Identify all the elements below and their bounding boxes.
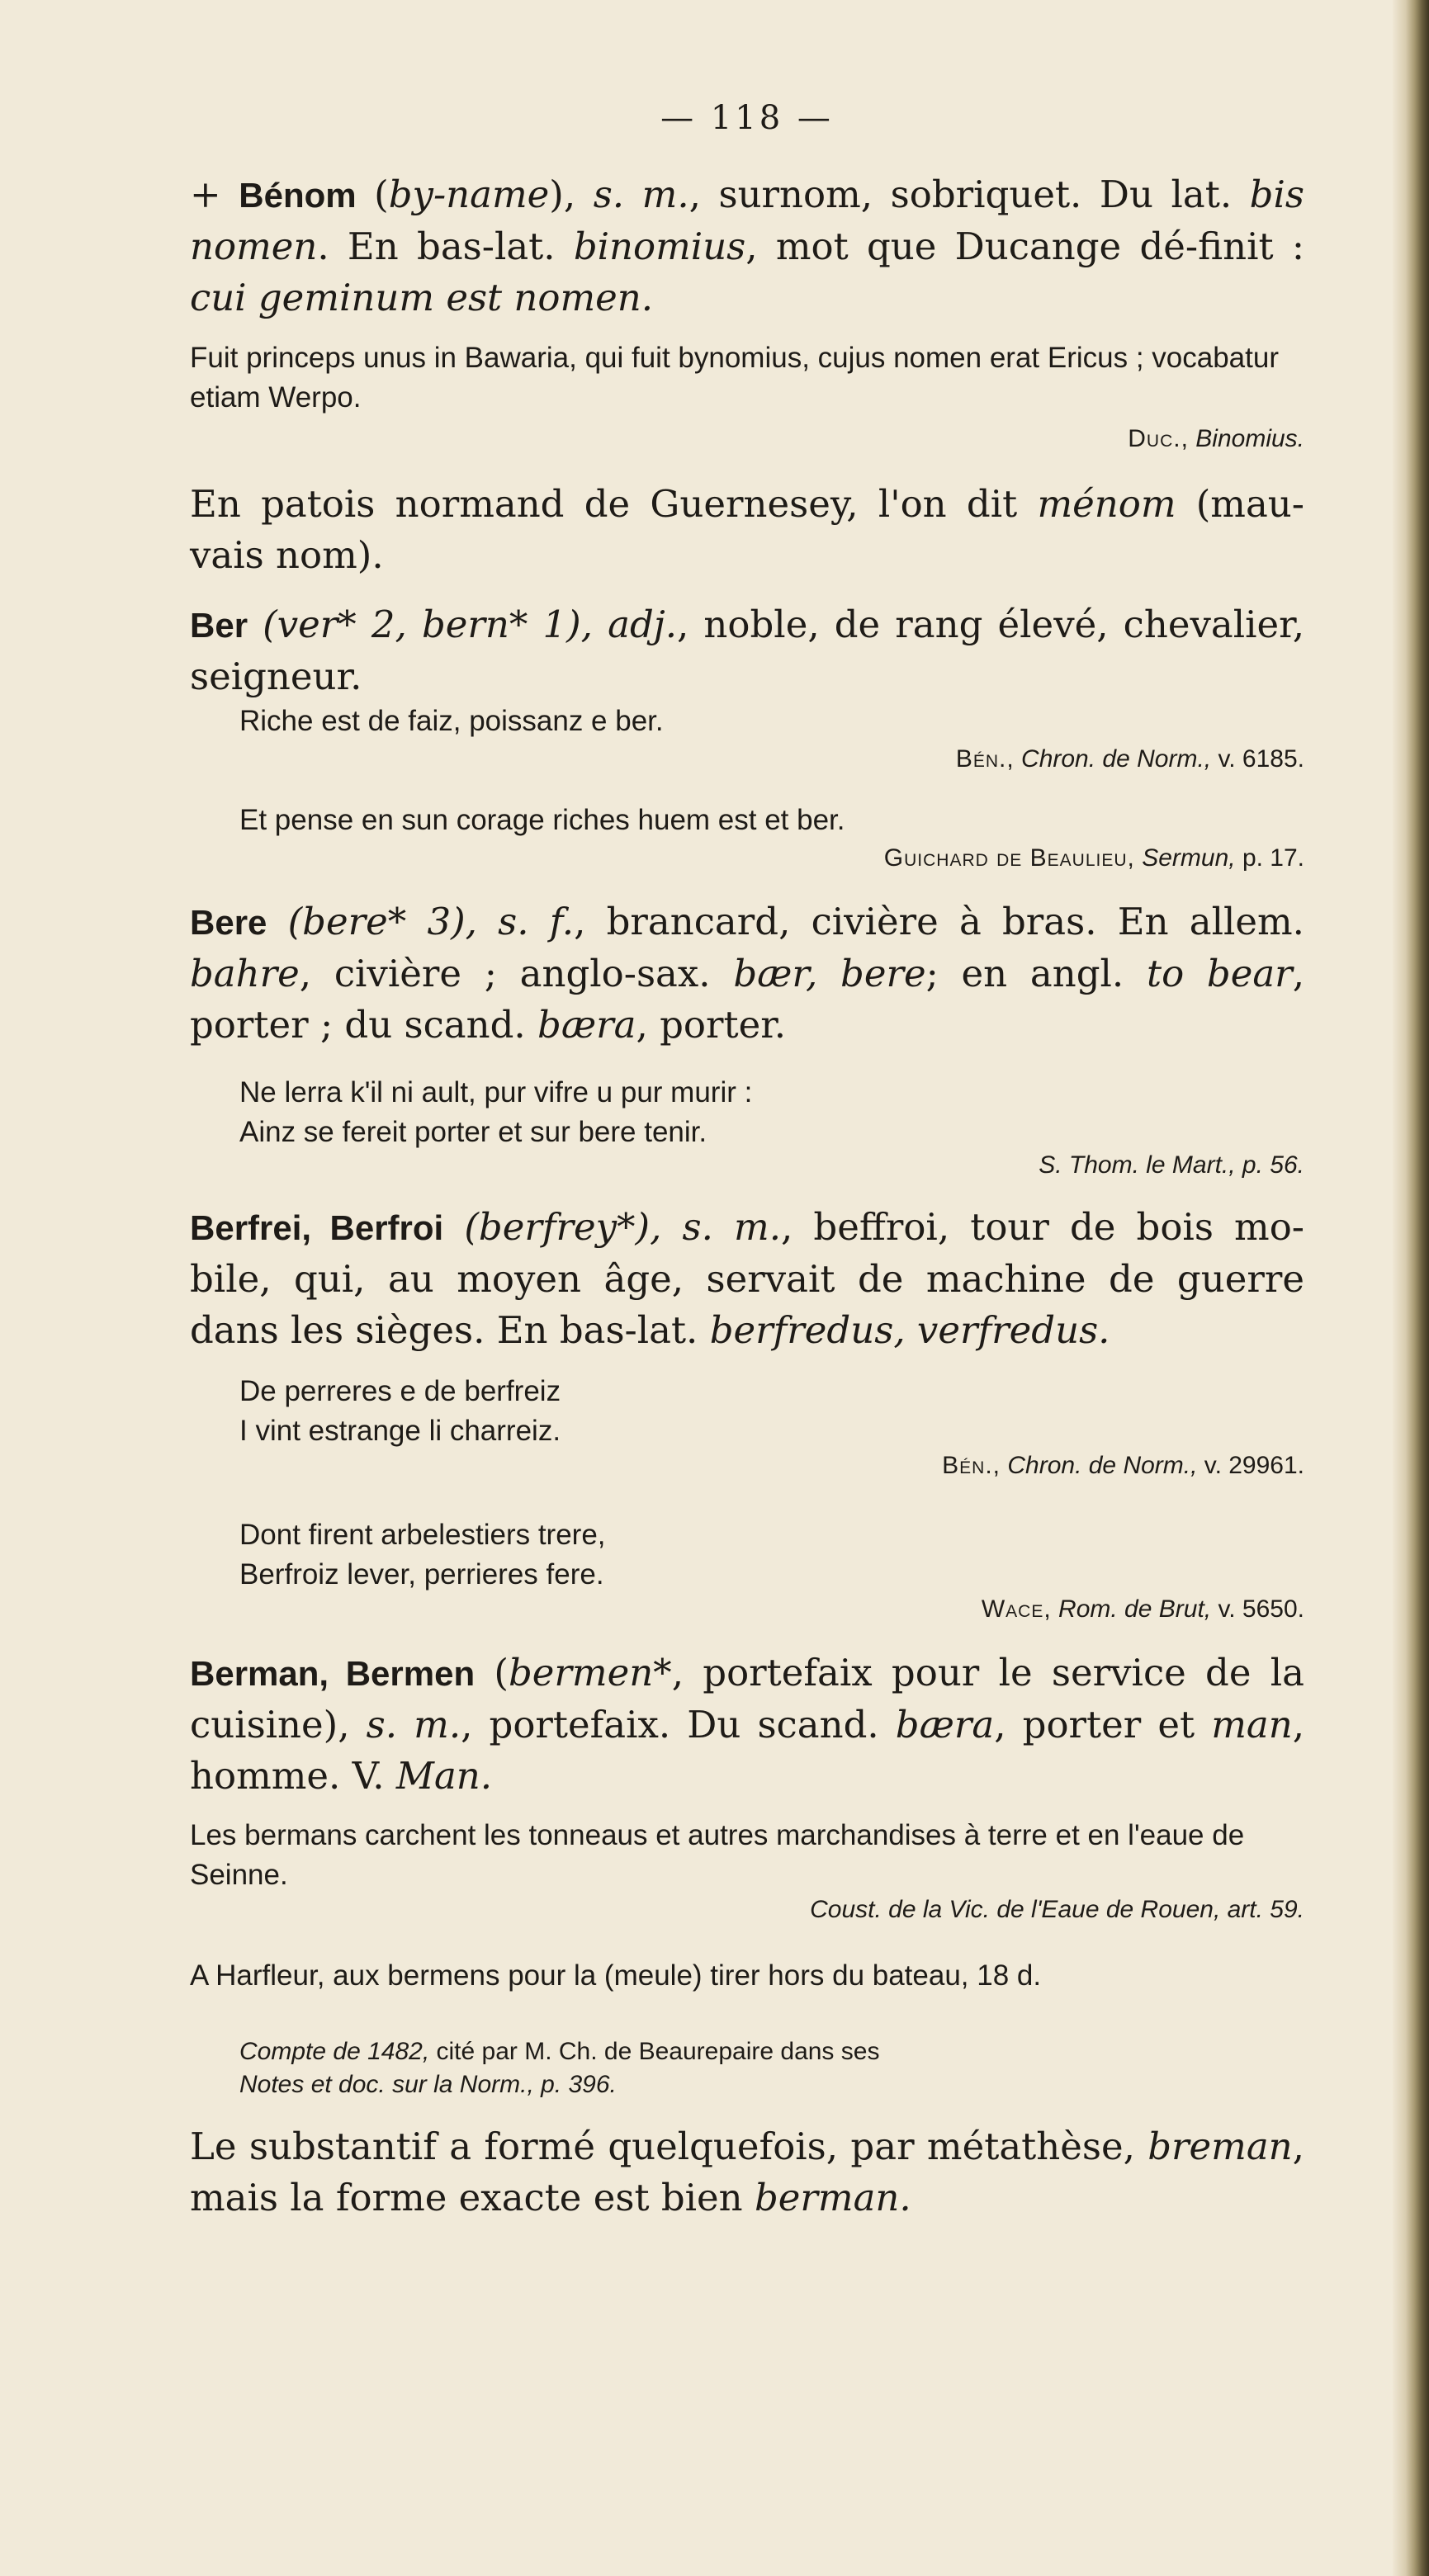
definition-text: , portefaix pour le service de la cuisine), — [190, 1651, 1304, 1746]
cite-location: v. 6185. — [1218, 745, 1304, 773]
etymon: man — [1211, 1703, 1293, 1746]
note-text: Le substantif a formé quelquefois, par métathèse, — [190, 2125, 1135, 2168]
see-also: Man. — [395, 1754, 493, 1798]
headword-berman: Berman, Bermen — [190, 1654, 476, 1693]
definition-text: , porter et — [994, 1703, 1195, 1746]
citation-berman-1 — [810, 1893, 1304, 1926]
cite-author: Guichard de Beaulieu, — [883, 844, 1135, 872]
latin-etymon: bis nomen — [190, 173, 1304, 268]
page-edge-shadow — [1393, 0, 1429, 2576]
cite-work: Coust. de la Vic. de l'Eaue de Rouen, art. 59. — [810, 1896, 1304, 1923]
etymon: bahre — [190, 952, 300, 995]
cross-reference: (berfrey*), — [464, 1205, 662, 1249]
quote-berman-2: A Harfleur, aux bermens pour la (meule) tirer hors du bateau, 18 d. — [190, 1959, 1042, 1992]
cite-location: p. 17. — [1242, 844, 1304, 872]
entry-berfrei — [190, 1202, 1304, 1356]
headword-berfrei: Berfrei, Berfroi — [190, 1208, 444, 1247]
cite-work: Rom. de Brut, — [1058, 1595, 1212, 1623]
part-of-speech: s. m. — [682, 1205, 782, 1249]
verse-line: Ainz se fereit porter et sur bere tenir. — [239, 1116, 707, 1148]
english-gloss: by-name — [388, 173, 550, 216]
added-entry-marker: + — [190, 173, 221, 216]
note-text: En patois normand de Guernesey, l'on dit — [190, 482, 1018, 526]
paren: ), — [549, 173, 576, 216]
headword-benom: Bénom — [239, 176, 357, 215]
part-of-speech: adj. — [608, 603, 678, 646]
cite-work: Compte de 1482, — [239, 2038, 430, 2065]
citation-ber-1 — [956, 743, 1304, 776]
paren: ( — [374, 173, 389, 216]
definition-text: ; en angl. — [925, 952, 1124, 995]
citation-benom — [1128, 423, 1304, 456]
cite-work: S. Thom. le Mart., p. 56. — [1039, 1151, 1304, 1179]
quote-bere — [239, 1073, 1304, 1152]
latin-etymon: binomius — [573, 225, 746, 268]
quote-berfrei-2 — [239, 1515, 1304, 1595]
cross-reference: (bere* 3), — [287, 900, 477, 943]
part-of-speech: s. m. — [593, 173, 689, 216]
citation-berfrei-2 — [982, 1593, 1304, 1626]
definition-text: , portefaix. Du scand. — [461, 1703, 879, 1746]
note-metathese — [190, 2121, 1304, 2224]
part-of-speech: s. m. — [366, 1703, 461, 1746]
quote-ber-1: Riche est de faiz, poissanz e ber. — [239, 705, 664, 737]
note-text: , mais la forme exacte est bien — [190, 2125, 1304, 2219]
cite-author: Duc., — [1128, 425, 1189, 452]
entry-benom — [190, 169, 1304, 324]
part-of-speech: s. f. — [498, 900, 575, 943]
variant-word: berman. — [754, 2176, 911, 2219]
note-guernesey — [190, 479, 1304, 581]
entry-berman — [190, 1647, 1304, 1802]
verse-line: I vint estrange li charreiz. — [239, 1415, 561, 1447]
definition-text: , porter. — [636, 1003, 787, 1047]
latin-etymon: berfredus, verfredus. — [709, 1308, 1110, 1352]
cite-author: Bén., — [942, 1452, 1001, 1479]
cite-location: v. 5650. — [1218, 1595, 1304, 1623]
definition-text: , porter ; du scand. — [190, 952, 1304, 1047]
cite-text: cité par M. Ch. de Beaurepaire dans ses — [436, 2038, 880, 2065]
citation-berfrei-1 — [942, 1449, 1304, 1482]
cite-work: Binomius. — [1195, 425, 1304, 452]
paren: ( — [494, 1651, 509, 1694]
headword-ber: Ber — [190, 606, 248, 645]
cite-work: Chron. de Norm., — [1007, 1452, 1198, 1479]
entry-bere — [190, 896, 1304, 1051]
quote-berfrei-1 — [239, 1372, 1304, 1451]
definition-text: , civière ; anglo-sax. — [299, 952, 711, 995]
quote-benom: Fuit princeps unus in Bawaria, qui fuit bynomius, cujus nomen erat Ericus ; vocabatur etiam Werpo. — [190, 342, 1279, 414]
definition-text: . En bas-lat. — [317, 225, 556, 268]
citation-ber-2 — [884, 842, 1304, 875]
verse-line: Dont firent arbelestiers trere, — [239, 1519, 606, 1551]
headword-bere: Bere — [190, 903, 267, 942]
verse-line: De perreres e de berfreiz — [239, 1375, 561, 1407]
citation-berman-2 — [239, 2035, 879, 2101]
cite-work: Notes et doc. sur la Norm., p. 396. — [239, 2071, 617, 2098]
citation-bere — [1039, 1149, 1304, 1182]
entry-ber — [190, 599, 1304, 702]
cross-reference: bermen* — [508, 1651, 672, 1694]
variant-word: breman — [1147, 2125, 1293, 2168]
verse-line: Berfroiz lever, perrieres fere. — [239, 1558, 604, 1591]
definition-text: , noble, de rang élevé, chevalier, seigneur. — [190, 603, 1305, 698]
dialect-word: ménom — [1037, 482, 1176, 526]
cite-location: v. 29961. — [1204, 1452, 1304, 1479]
etymon: to bear — [1146, 952, 1293, 995]
cite-author: Bén., — [955, 745, 1015, 773]
definition-text: , homme. V. — [190, 1703, 1305, 1798]
etymon: bæra — [895, 1703, 995, 1746]
cite-work: Sermun, — [1142, 844, 1236, 872]
etymon: bæra — [537, 1003, 636, 1047]
cite-work: Chron. de Norm., — [1021, 745, 1212, 773]
latin-quote: cui geminum est nomen. — [190, 276, 654, 319]
quote-berman-1: Les bermans carchent les tonneaus et autres marchandises à terre et en l'eaue de Seinne. — [190, 1819, 1245, 1891]
quote-ber-2: Et pense en sun corage riches huem est et ber. — [239, 804, 845, 836]
verse-line: Ne lerra k'il ni ault, pur vifre u pur murir : — [239, 1076, 753, 1108]
definition-text: , surnom, sobriquet. Du lat. — [688, 173, 1233, 216]
definition-text: , mot que Ducange dé-finit : — [745, 225, 1304, 268]
cross-reference: (ver* 2, bern* 1), — [263, 603, 593, 646]
etymon: bær, bere — [733, 952, 926, 995]
note-text: (mau-vais nom). — [190, 482, 1304, 577]
definition-text: , brancard, civière à bras. En allem. — [574, 900, 1304, 943]
definition-text: , beffroi, tour de bois mo-bile, qui, au moyen âge, servait de machine de guerre dans les sièges. En bas-lat. — [190, 1205, 1304, 1352]
cite-author: Wace, — [981, 1595, 1052, 1623]
page-number: — 118 — — [660, 99, 834, 137]
